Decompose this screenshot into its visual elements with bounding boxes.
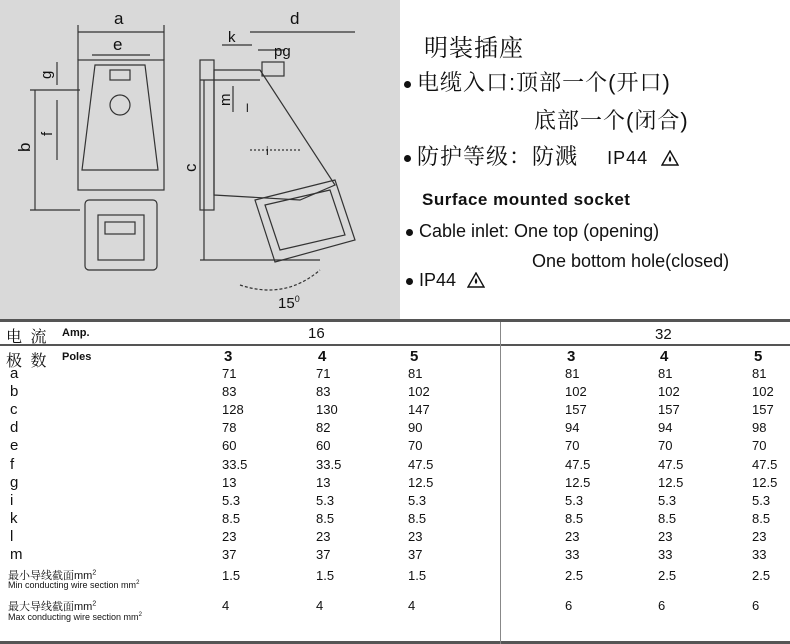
dimension-value: 102 (565, 384, 587, 400)
dimension-label: i (10, 491, 14, 509)
side-mounting-plate (200, 60, 214, 210)
amp-group-separator (500, 322, 501, 644)
dimension-value: 12.5 (565, 474, 591, 490)
dimension-value: 5.3 (316, 492, 335, 508)
cn-cable-inlet: 电缆入口:顶部一个(开口) (404, 66, 671, 97)
dimension-value: 81 (658, 366, 673, 381)
dimension-value: 83 (316, 384, 331, 400)
dimension-value: 8.5 (658, 510, 677, 526)
dimension-value: 60 (222, 438, 237, 454)
technical-drawing (0, 0, 400, 320)
dimension-value: 8.5 (752, 510, 771, 526)
wire-section-value: 1.5 (316, 568, 335, 583)
dimension-value: 147 (408, 402, 430, 418)
dimension-value: 83 (222, 384, 237, 400)
wire-section-value: 6 (658, 598, 666, 613)
dimension-value: 81 (565, 366, 580, 381)
dimension-value: 157 (565, 402, 587, 418)
dim-a-label: a (114, 9, 124, 28)
dimension-value: 5.3 (408, 492, 427, 508)
splash-proof-icon (661, 150, 679, 166)
dimension-value: 23 (565, 528, 580, 544)
table-top-rule (0, 319, 790, 322)
front-cable-inlet (110, 95, 130, 115)
dimension-value: 47.5 (752, 456, 778, 472)
product-description (400, 0, 790, 320)
dim-l-label: l (246, 101, 249, 115)
dim-g-label: g (38, 70, 55, 79)
en-cable-inlet: Cable inlet: One top (opening) (406, 221, 659, 242)
poles-label-cn: 极 数 (6, 353, 49, 370)
wire-section-value: 4 (408, 598, 416, 613)
dimension-value: 5.3 (658, 492, 677, 508)
pole-count-header: 5 (410, 348, 419, 365)
dim-b-label: b (15, 142, 34, 152)
dimension-value: 60 (316, 438, 331, 454)
dimension-value: 13 (316, 474, 331, 490)
amp-label-en: Amp. (62, 327, 90, 339)
dimension-value: 102 (408, 384, 430, 400)
dimension-value: 70 (408, 438, 423, 454)
cn-protection: 防护等级：防溅 IP44 (404, 140, 679, 171)
dimension-value: 33 (565, 547, 580, 562)
pole-count-header: 3 (224, 348, 233, 365)
dimension-value: 98 (752, 420, 767, 436)
dimension-value: 47.5 (658, 456, 684, 472)
dim-e-label: e (113, 35, 123, 54)
pole-count-header: 4 (660, 348, 669, 365)
wire-section-value: 4 (316, 598, 324, 613)
dimension-value: 12.5 (408, 474, 434, 490)
dimension-value: 82 (316, 420, 331, 436)
en-title: Surface mounted socket (422, 190, 631, 209)
en-cable-inlet-2: One bottom hole(closed) (532, 251, 730, 271)
dimension-label: b (10, 383, 19, 401)
dimension-value: 23 (408, 528, 423, 544)
dimension-value: 37 (222, 547, 237, 562)
side-body (214, 70, 335, 200)
dimension-label: f (10, 455, 15, 473)
dimension-value: 12.5 (752, 474, 778, 490)
dimension-value: 47.5 (408, 456, 434, 472)
wire-section-value: 1.5 (408, 568, 427, 583)
bullet-icon (404, 81, 411, 88)
min-wire-label-en: Min conducting wire section $mm^2$ (8, 580, 140, 590)
max-wire-label: 最大导线截面$mm^2$ (8, 600, 97, 613)
dimension-value: 90 (408, 420, 423, 436)
dimension-label: c (10, 401, 18, 419)
wire-section-value: 2.5 (565, 568, 584, 583)
dimension-value: 81 (752, 366, 767, 381)
wire-section-value: 6 (752, 598, 760, 613)
dimension-label: e (10, 437, 19, 455)
dimension-value: 13 (222, 474, 237, 490)
dimension-value: 33.5 (316, 456, 342, 472)
dimension-value: 37 (408, 547, 423, 562)
min-wire-label: 最小导线截面$mm^2$ (8, 569, 97, 582)
dimension-value: 23 (752, 528, 767, 544)
dimension-value: 37 (316, 547, 331, 562)
cn-cable-inlet-2: 底部一个(闭合) (534, 108, 689, 133)
wire-section-value: 6 (565, 598, 573, 613)
dimension-value: 70 (658, 438, 673, 454)
dimension-value: 94 (658, 420, 673, 436)
poles-label-en: Poles (62, 351, 92, 363)
pole-count-header: 5 (754, 348, 763, 365)
dimension-value: 8.5 (222, 510, 241, 526)
dimension-value: 23 (658, 528, 673, 544)
dimension-value: 33.5 (222, 456, 248, 472)
amp-32-header: 32 (655, 326, 672, 343)
dimension-value: 8.5 (316, 510, 335, 526)
dimension-label: g (10, 473, 19, 491)
dimension-value: 47.5 (565, 456, 591, 472)
dimension-value: 71 (316, 366, 331, 381)
amp-label-cn: 电 流 (6, 329, 49, 346)
dimension-value: 23 (222, 528, 237, 544)
dim-m-label: m (217, 93, 234, 106)
dimension-value: 157 (658, 402, 680, 418)
dimension-value: 71 (222, 366, 237, 381)
en-protection: IP44 (406, 270, 485, 291)
dimension-value: 23 (316, 528, 331, 544)
dimension-value: 70 (752, 438, 767, 454)
dim-i-label: i (266, 144, 269, 158)
dimension-value: 12.5 (658, 474, 684, 490)
dimension-label: l (10, 527, 14, 545)
bullet-icon (404, 155, 411, 162)
dimension-value: 130 (316, 402, 338, 418)
dim-pg-label: pg (274, 43, 291, 60)
dimension-value: 5.3 (222, 492, 241, 508)
wire-section-value: 1.5 (222, 568, 241, 583)
dimension-value: 5.3 (752, 492, 771, 508)
dimension-value: 102 (658, 384, 680, 400)
dimension-label: a (10, 365, 19, 382)
wire-section-value: 2.5 (658, 568, 677, 583)
dimension-label: d (10, 419, 19, 437)
dimension-value: 78 (222, 420, 237, 436)
splash-proof-icon (467, 272, 485, 288)
wire-section-value: 4 (222, 598, 230, 613)
front-body (82, 65, 158, 170)
pole-count-header: 4 (318, 348, 327, 365)
dimension-value: 94 (565, 420, 580, 436)
dim-c-label: c (181, 163, 200, 172)
angle-label: $15^0$ (278, 294, 300, 312)
dimension-value: 5.3 (565, 492, 584, 508)
dimension-label: m (10, 546, 23, 563)
dimension-value: 8.5 (565, 510, 584, 526)
wire-section-value: 2.5 (752, 568, 771, 583)
dimension-value: 102 (752, 384, 774, 400)
dim-k-label: k (228, 29, 236, 46)
dimension-value: 81 (408, 366, 423, 381)
cn-title: 明装插座 (424, 35, 524, 62)
dimension-value: 157 (752, 402, 774, 418)
amp-16-header: 16 (308, 325, 325, 342)
dimension-value: 70 (565, 438, 580, 454)
dim-d-label: d (290, 9, 300, 28)
dim-f-label: f (39, 131, 56, 136)
bullet-icon (406, 229, 413, 236)
bullet-icon (406, 278, 413, 285)
dimension-label: k (10, 509, 18, 527)
max-wire-label-en: Max conducting wire section $mm^2$ (8, 612, 142, 622)
dimension-value: 33 (658, 547, 673, 562)
dimension-value: 128 (222, 402, 244, 418)
socket-drawing (0, 0, 400, 320)
pole-count-header: 3 (567, 348, 576, 365)
dimension-value: 8.5 (408, 510, 427, 526)
dimension-value: 33 (752, 547, 767, 562)
table-header-rule (0, 344, 790, 346)
